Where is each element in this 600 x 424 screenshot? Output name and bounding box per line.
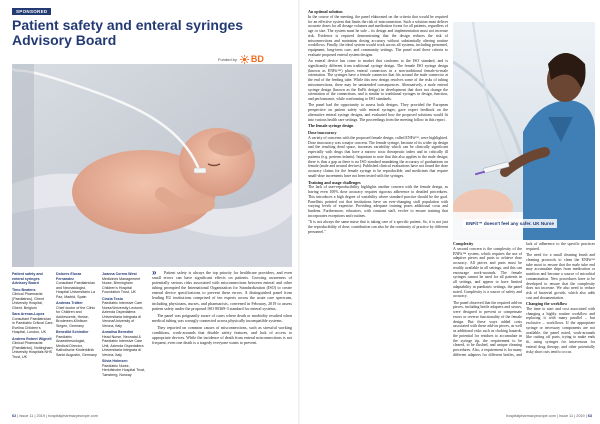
- bio-role: Head Nurse, Neonatal & Paediatric Intensive Care Unit, Azienda Ospedaliera Universitaria Integrata di Verona, Italy: [102, 334, 144, 357]
- bio-name: Dolores Elorza Fernandez: [56, 272, 82, 281]
- bio-entry: [12, 288, 54, 311]
- paragraph: An enteral device has come to market that conforms to the ISO standard, and is significantly different from traditional syringe design. The female ISO syringe design (known as ENFit™) places enteral connectors in a non-traditional female-to-male orientation. The syringes have a female connector that fits around the male connector at the end of the feeding tube. While this new design resolves some of the risks of tubing misconnections, there may be unintended consequences. Alternatively, a male enteral syringe design (known as the EnFit design) in development that does not change the orientation of the connections, and is similar to traditional syringes in design, function, and performance, while conforming to ISO standards.: [308, 59, 448, 101]
- funded-by-label: Funded by: [218, 56, 237, 62]
- section-heading: Training and usage challenges: [308, 179, 361, 185]
- bio-role: Consultant Paediatrician and Neonatologist, Hospital Universitario La Paz, Madrid, Spain: [56, 281, 95, 299]
- year-label: 2019: [36, 414, 45, 418]
- bio-name: Silvia Holmsen: [102, 359, 128, 363]
- paragraph: The panel observed that the required add-on pieces, including bottle adapters and straws, were designed to prevent or compensate errors or reverse functionality of the female design. But these ways added costs associated with these add-on pieces, as well as additional risks such as choking hazards, the potential for residues to accumulate in the syringe tip, the requirement to be cleared, to be flushed, and unique cleaning procedures. Also, a requirement is for many different adapters for different bottles, and lack of adherence to the specific practices required.: [453, 242, 595, 357]
- sponsored-badge: SPONSORED: [12, 8, 51, 15]
- article-title: Patient safety and enteral syringes Advisory Board: [12, 17, 244, 48]
- issue-label: Issue 11: [19, 414, 34, 418]
- paragraph: The lack of user-reproducibility highlights another concern with the female design, as having even 100% dose accuracy requires rigorous adherence to detailed procedures. This introduces a high degree of variability where standard practice should be the goal. Panellists pointed out that institutions have an ever-changing staff population with varying levels of expertise. Providing adequate training poses additional costs and burdens. Furthermore, educators, with constant staff, evolve to ensure training that incorporates exceptions and routines.: [308, 185, 448, 218]
- section-heading: The female syringe design: [308, 123, 354, 129]
- footer-right: hospitalpharmacyeurope.com | Issue 11 | 2019 | 63: [506, 414, 592, 418]
- paragraph: The need for a small cleaning brush and cleaning protocols to clean the ENFit™ tube moat to ensure that the male tube end may accumulate drips from medication or nutrition and become a source of microbial contamination. New procedures have to be developed to ensure that the complexity does not increase. We also need to reduce risk of bacterial growth, which also adds cost and documentation.: [526, 253, 595, 300]
- bio-name: Andrew Robert Wignell: [12, 336, 52, 341]
- paragraph: The panel had the opportunity to assess both designs. They provided the European perspective on patient safety with enteral syringes, gave expert feedback on the alternative enteral syringe designs, and evaluated how the proposed solutions would fit into various health care settings. The proceedings from the meeting follow in this report.: [308, 103, 448, 122]
- paragraph: A second concern is the complexity of the ENFit™ system, which requires the use of adaptive pieces and parts to achieve dose accuracy. All pieces and parts must be readily available in all settings, and this can encourage work-arounds. The female syringes cannot be used for all patients in all settings, and appear to have limited adaptability in paediatric settings, the panel noted. Complexity is a source of safety and accuracy.: [453, 246, 522, 299]
- article-column-3: [453, 242, 595, 410]
- bd-logo: [240, 54, 264, 64]
- nurse-photo: [453, 22, 595, 240]
- paragraph: "It is not always the same nurse that is taking care of a specific patient. So, it is not just the reproducibility of dose; contribution can also be the continuity of practice by different personnel.": [308, 220, 448, 234]
- bio-entry: [102, 359, 147, 377]
- bio-column-2: [56, 270, 98, 357]
- bio-entry: [12, 337, 54, 360]
- intro-text: [152, 270, 292, 347]
- intro-paragraph: Patient safety is always the top priority for healthcare providers, and even small errors can have significant effects on patients. Growing awareness of potentially serious risks associated with misconnections between enteral and other tubing prompted the International Organization for Standardization (ISO) to create enteral device specifications to prevent these errors. A distinguished panel from leading EU institutions comprised of ten experts across the acute care spectrum, including physicians, nurses, and pharmacists, convened in February, 2019 to assess patient safety under the proposed ISO 80369-3 standard for enteral systems.: [152, 270, 292, 311]
- paragraph: A variety of concerns with the proposed female design, called ENFit™, were highlighted. Dose inaccuracy was a major concern. The female syringe, because of its wider tip design and the resulting dead space, increases variability which can be clinically significant especially with drugs that have a narrow toxic therapeutic index and in critically ill patients (e.g. preterm infants). Important to note that this also applies to the male design; there is thus a gap as there is no ISO standard mandating the accuracy of graduations on female (male and neutral devices). Published clinical evaluations have not found the dose accuracy claims for the female syringe to be reproducible, and medicines that require small-dose increments have not been tested with the syringes.: [308, 135, 448, 178]
- advisory-board-bios: [12, 270, 292, 410]
- bio-entry: [102, 297, 147, 329]
- bio-role: Paediatric Nurse, Herlufsholm Hospital Trust, Tønsberg, Norway: [102, 363, 146, 377]
- bio-role: Clinical Pharmacist (Paediatrics), Nottingham University Hospitals NHS Trust, UK: [12, 341, 53, 359]
- chevron-right-icon: »: [152, 268, 157, 277]
- section-heading: An optimal solution: [308, 9, 343, 14]
- bio-entry: [12, 312, 54, 335]
- bd-sun-icon: [240, 55, 249, 64]
- section-heading: Changing the workflow: [526, 301, 568, 306]
- bio-name: Cinzia Tosio: [102, 296, 123, 301]
- site-label: hospitalpharmacyeurope.com: [506, 414, 556, 418]
- bio-name: Timo Beatens: [12, 287, 36, 292]
- bio-entry: [56, 301, 98, 328]
- bio-name: Annalisa Benedini: [102, 330, 134, 334]
- bio-role: Paediatric Anaesthesiologist, Medical Director, Katholische Kinderklinik Sankt Augustin, Germany: [56, 334, 97, 357]
- page-number: 62: [12, 414, 17, 418]
- paragraph: The time to start and cost associated with changing a highly routine workflow and replacing it with many parallel – but exclusive – workflows. If the appropriate syringe or necessary components are not available, the panel noted, work-arounds like cutting off parts, trying to make ends fit, using syringes for intravenous for enteral drug therapy, and other potentially risky short cuts tend to occur.: [526, 306, 595, 354]
- article-column-1: [308, 8, 448, 236]
- bio-name: Patient safety and enteral syringes Advisory Board: [12, 272, 43, 285]
- bio-role: Medicines Management Nurse, Birmingham Children's Hospital Foundation Trust, UK: [102, 276, 141, 294]
- bio-column-3: [102, 270, 147, 377]
- pull-quote: ENFit™ doesn't feel any safer. UK Nurse: [463, 219, 557, 228]
- bio-role: Consultant Paediatrician in Paediatric Critical Care, Evelina Children's Hospital, London, UK: [12, 316, 54, 334]
- section-heading: Complexity: [453, 242, 474, 246]
- footer-left: 62 | Issue 11 | 2019 | hospitalpharmacyeurope.com: [12, 414, 98, 418]
- bio-role: Chief doctor of the Clinic for Children and Adolescents, Hesse-Brodersen-Klinikum Siegen, Germany: [56, 305, 96, 328]
- funded-by: [218, 54, 264, 64]
- bio-name: Benedikt Schindler: [56, 330, 89, 334]
- bio-name: Andreas Trütter: [56, 301, 83, 305]
- intro-paragraph: The panel was poignantly aware of cases where death or morbidity resulted when medical tubing was wrongly connected across physically incompatible systems.: [152, 312, 292, 323]
- paragraph: In the course of the meeting, the panel elaborated on the criteria that would be required for an effective system that limits the risk of misconnection. Such a solution must deliver accurate doses for all dosage volumes and medication forms for all patients, regardless of age or size. The system must be safe – its design and implementation must not increase risk. Evidence is required demonstrating that the design reduces the risk of misconnections and maintains dosing accuracy without substantially altering routine workflows. Finally, the ideal system would work across all systems, including personnel, equipment, long-term care, and community settings. The panel used these criteria to evaluate proposed enteral system designs.: [308, 14, 448, 57]
- bio-entry: [12, 272, 54, 286]
- bio-entry: [56, 272, 98, 299]
- intro-paragraph: They reported on common causes of misconnections, such as stressful working conditions, work-arounds that disable safety features, and lack of access to appropriate devices. While the incidence of death from enteral misconnections is not frequent, even one death is a tragedy everyone wants to prevent.: [152, 324, 292, 346]
- year-label: 2019: [576, 414, 585, 418]
- bio-column-1: [12, 270, 54, 359]
- bd-logo-text: BD: [250, 54, 264, 64]
- bio-entry: [102, 330, 147, 357]
- site-label: hospitalpharmacyeurope.com: [48, 414, 98, 418]
- right-page: [300, 0, 600, 424]
- page-number: 63: [587, 414, 592, 418]
- issue-label: Issue 11: [559, 414, 574, 418]
- bio-name: Joanna Correa West: [102, 272, 137, 276]
- section-subheading: Dose inaccuracy: [308, 130, 337, 135]
- newborn-photo: [12, 64, 292, 267]
- bio-name: Sara Arenas-Lopez: [12, 312, 45, 316]
- bio-role: Paediatric Intensive Care Nurse/University Lecturer, Azienda Ospedaliera Universitaria Integrata di Verona/University of Verona, Italy: [102, 301, 144, 328]
- bio-role: Clinical Pharmacist (Paediatrics), Ghent University Hospital, Ghent, Belgium: [12, 292, 44, 310]
- bio-entry: [56, 330, 98, 357]
- bio-entry: [102, 272, 147, 295]
